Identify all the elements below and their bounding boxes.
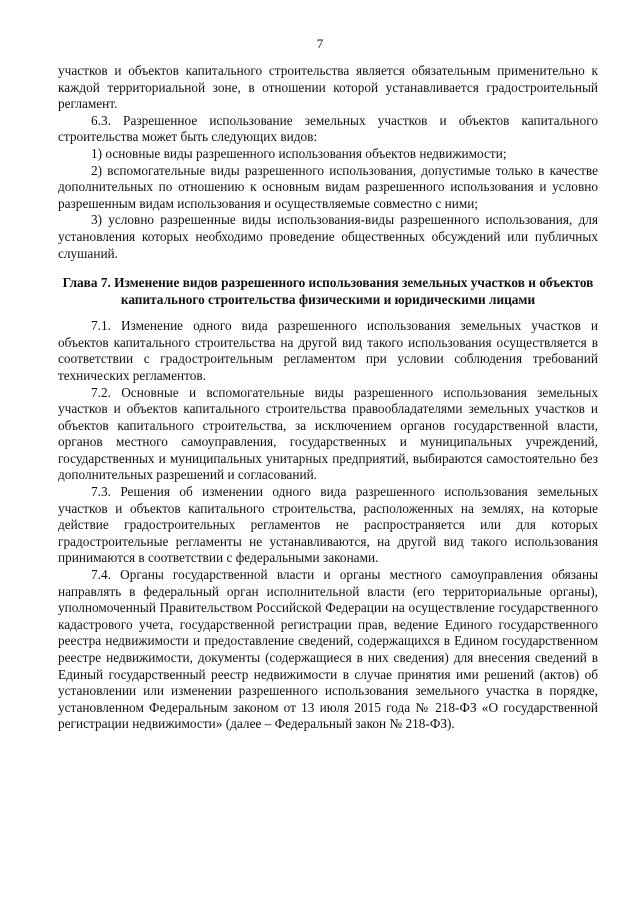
body-paragraph: 7.4. Органы государственной власти и органы местного самоуправления обязаны направлять в федеральный орган исполнительной власти (его территориальные органы), уполномоченный Правительством Российской Федерации на осуществление государственного кадастрового учета, государственной регистрации прав, ведение Единого государственного реестра недвижимости и предоставление сведений, содержащихся в Едином государственном реестре недвижимости, документы (содержащиеся в них сведения) для внесения сведений в Единый государственный реестр недвижимости в случае принятия ими решений (актов) об установлении или изменении разрешенного использования земельного участка в порядке, установленном Федеральным законом от 13 июля 2015 года № 218-ФЗ «О государственной регистрации недвижимости» (далее – Федеральный закон № 218-ФЗ). [58,567,598,732]
document-body [58,63,598,733]
body-paragraph: 7.3. Решения об изменении одного вида разрешенного использования земельных участков и объектов капитального строительства, расположенных на землях, на которые действие градостроительных регламентов не распространяется или для которых градостроительные регламенты не устанавливаются, на другой вид такого использования принимаются в соответствии с федеральными законами. [58,484,598,566]
section-7-text [58,318,598,733]
body-paragraph: 6.3. Разрешенное использование земельных участков и объектов капитального строительства может быть следующих видов: [58,112,598,145]
body-paragraph: 2) вспомогательные виды разрешенного использования, допустимые только в качестве дополнительных по отношению к основным видам разрешенного использования и условно разрешенным видам использования и осуществляемые совместно с ними; [58,162,598,211]
page-number: 7 [316,36,324,51]
section-6-text [58,63,598,262]
body-paragraph: участков и объектов капитального строительства является обязательным применительно к каждой территориальной зоне, в отношении которой устанавливается градостроительный регламент. [58,63,598,112]
chapter-heading: Глава 7. Изменение видов разрешенного использования земельных участков и объектов капитального строительства физическими и юридическими лицами [62,275,594,308]
body-paragraph: 7.1. Изменение одного вида разрешенного использования земельных участков и объектов капитального строительства на другой вид такого использования осуществляется в соответствии с градостроительным регламентом при условии соблюдения требований технических регламентов. [58,318,598,383]
body-paragraph: 7.2. Основные и вспомогательные виды разрешенного использования земельных участков и объектов капитального строительства правообладателями земельных участков и объектов капитального строительства, за исключением органов государственной власти, органов местного самоуправления, государственных и муниципальных учреждений, государственных и муниципальных унитарных предприятий, выбираются самостоятельно без дополнительных разрешений и согласований. [58,384,598,483]
body-paragraph: 3) условно разрешенные виды использования-виды разрешенного использования, для установления которых необходимо проведение общественных обсуждений или публичных слушаний. [58,212,598,261]
body-paragraph: 1) основные виды разрешенного использования объектов недвижимости; [91,145,507,161]
